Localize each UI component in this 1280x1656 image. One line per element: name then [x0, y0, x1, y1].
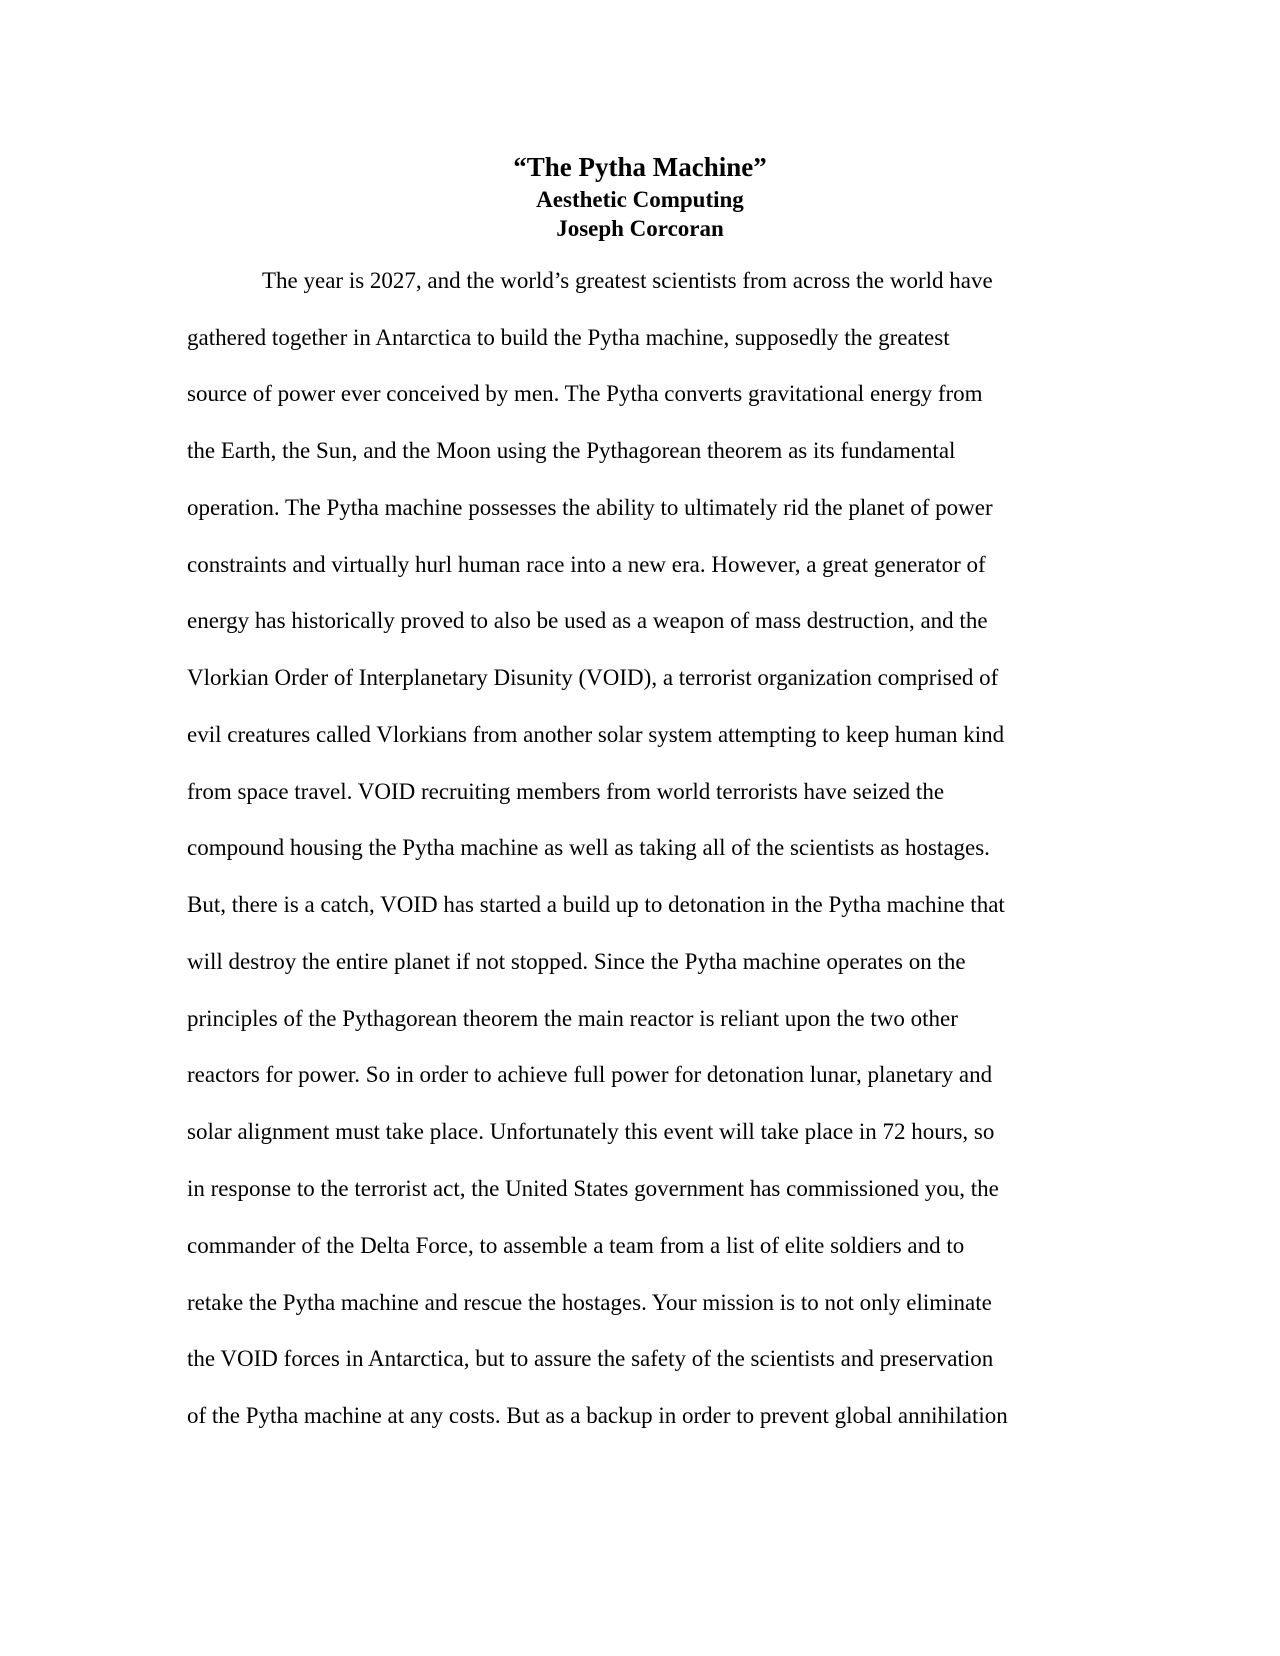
body-text-line: the VOID forces in Antarctica, but to assure the safety of the scientists and preservation: [187, 1346, 994, 1371]
body-text-line: in response to the terrorist act, the United States government has commissioned you, the: [187, 1176, 999, 1201]
body-text-line: energy has historically proved to also be used as a weapon of mass destruction, and the: [187, 608, 988, 633]
body-text-line: solar alignment must take place. Unfortunately this event will take place in 72 hours, so: [187, 1119, 995, 1144]
body-text-line: operation. The Pytha machine possesses the ability to ultimately rid the planet of power: [187, 495, 993, 520]
body-text-line: The year is 2027, and the world’s greatest scientists from across the world have: [262, 268, 993, 293]
body-text-line: will destroy the entire planet if not stopped. Since the Pytha machine operates on the: [187, 949, 966, 974]
body-text-line: compound housing the Pytha machine as well as taking all of the scientists as hostages.: [187, 835, 990, 860]
body-text-line: from space travel. VOID recruiting members from world terrorists have seized the: [187, 779, 945, 804]
body-text-line: principles of the Pythagorean theorem the main reactor is reliant upon the two other: [187, 1006, 958, 1031]
body-text-line: commander of the Delta Force, to assemble a team from a list of elite soldiers and to: [187, 1233, 965, 1258]
body-text-line: But, there is a catch, VOID has started a build up to detonation in the Pytha machine that: [187, 892, 1005, 917]
document-title: “The Pytha Machine”: [513, 152, 767, 182]
body-text-line: of the Pytha machine at any costs. But as a backup in order to prevent global annihilation: [187, 1403, 1008, 1428]
document-subtitle: Aesthetic Computing: [536, 187, 744, 212]
body-text-line: gathered together in Antarctica to build the Pytha machine, supposedly the greatest: [187, 325, 950, 350]
body-text-line: evil creatures called Vlorkians from another solar system attempting to keep human kind: [187, 722, 1005, 747]
document-author: Joseph Corcoran: [556, 216, 724, 241]
body-text-line: the Earth, the Sun, and the Moon using the Pythagorean theorem as its fundamental: [187, 438, 956, 463]
body-text-line: Vlorkian Order of Interplanetary Disunity (VOID), a terrorist organization comprised of: [187, 665, 999, 690]
body-text-line: constraints and virtually hurl human race into a new era. However, a great generator of: [187, 552, 986, 577]
body-text-line: reactors for power. So in order to achieve full power for detonation lunar, planetary and: [187, 1062, 993, 1087]
body-text-line: retake the Pytha machine and rescue the hostages. Your mission is to not only eliminate: [187, 1290, 992, 1315]
body-text-line: source of power ever conceived by men. The Pytha converts gravitational energy from: [187, 381, 983, 406]
